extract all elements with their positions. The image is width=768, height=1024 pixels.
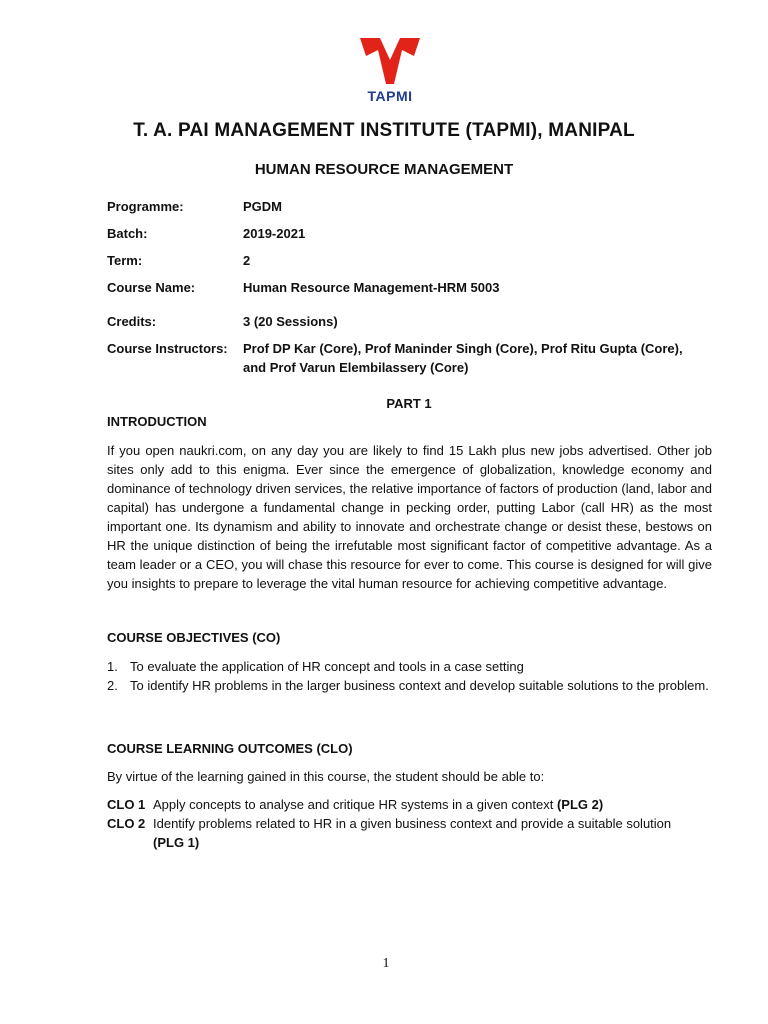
meta-value-programme: PGDM — [243, 199, 282, 214]
list-item-text: To identify HR problems in the larger business context and develop suitable solutions to the problem. — [130, 678, 709, 693]
meta-label-term: Term: — [107, 253, 143, 268]
institute-title: T. A. PAI MANAGEMENT INSTITUTE (TAPMI), MANIPAL — [133, 120, 635, 141]
clo-text: Identify problems related to HR in a given business context and provide a suitable solution — [153, 816, 672, 831]
tapmi-emblem-icon — [358, 36, 422, 86]
clo-plg: (PLG 2) — [556, 797, 604, 812]
list-item — [107, 676, 712, 695]
clo-item — [107, 795, 717, 814]
meta-value-credits: 3 (20 Sessions) — [243, 314, 338, 329]
list-item — [107, 657, 712, 676]
meta-label-batch: Batch: — [107, 226, 148, 241]
clo-plg: (PLG 1) — [153, 835, 200, 850]
objectives-list — [107, 657, 712, 695]
meta-value-batch: 2019-2021 — [243, 226, 306, 241]
meta-label-programme: Programme: — [107, 199, 184, 214]
clo-code: CLO 2 — [107, 816, 146, 831]
clo-code: CLO 1 — [107, 797, 146, 812]
outcomes-intro: By virtue of the learning gained in this course, the student should be able to: — [107, 769, 545, 784]
meta-label-credits: Credits: — [107, 314, 157, 329]
list-item-number: 2. — [107, 678, 118, 693]
course-title: HUMAN RESOURCE MANAGEMENT — [254, 161, 514, 178]
part-label: PART 1 — [386, 396, 432, 411]
clo-text: Apply concepts to analyse and critique HR systems in a given context — [153, 797, 557, 812]
list-item-number: 1. — [107, 659, 118, 674]
list-item-text: To evaluate the application of HR concept and tools in a case setting — [130, 659, 524, 674]
meta-value-term: 2 — [243, 253, 251, 268]
meta-value-course-name: Human Resource Management-HRM 5003 — [243, 280, 500, 295]
meta-label-instructors: Course Instructors: — [107, 341, 228, 356]
introduction-text: If you open naukri.com, on any day you are likely to find 15 Lakh plus new jobs advertised. Other job sites only add to this enigma. Ever since the emergence of globalization, knowledge economy and dominance of technology driven services, the relative importance of factors of production (land, labor and capital) has undergone a fundamental change in pecking order, putting Labor (call HR) as the most important one. Its dynamism and ability to innovate and orchestrate change or desist these, bestows on HR the unique distinction of being the irrefutable most significant factor of competitive advantage. As a team leader or a CEO, you will chase this resource for ever to come. This course is designed for will give you insights to prepare to leverage the vital human resource for achieving competitive advantage. — [107, 443, 712, 591]
tapmi-logo — [348, 36, 432, 106]
outcomes-heading: COURSE LEARNING OUTCOMES (CLO) — [107, 741, 353, 756]
meta-value-instructors: Prof DP Kar (Core), Prof Maninder Singh (Core), Prof Ritu Gupta (Core), and Prof Varun Elembilassery (Core) — [243, 341, 683, 375]
logo-text: TAPMI — [367, 88, 413, 104]
meta-label-course-name: Course Name: — [107, 280, 196, 295]
clo-item — [107, 814, 717, 852]
introduction-heading: INTRODUCTION — [107, 414, 207, 429]
objectives-heading: COURSE OBJECTIVES (CO) — [107, 630, 281, 645]
page-number: 1 — [382, 956, 390, 971]
